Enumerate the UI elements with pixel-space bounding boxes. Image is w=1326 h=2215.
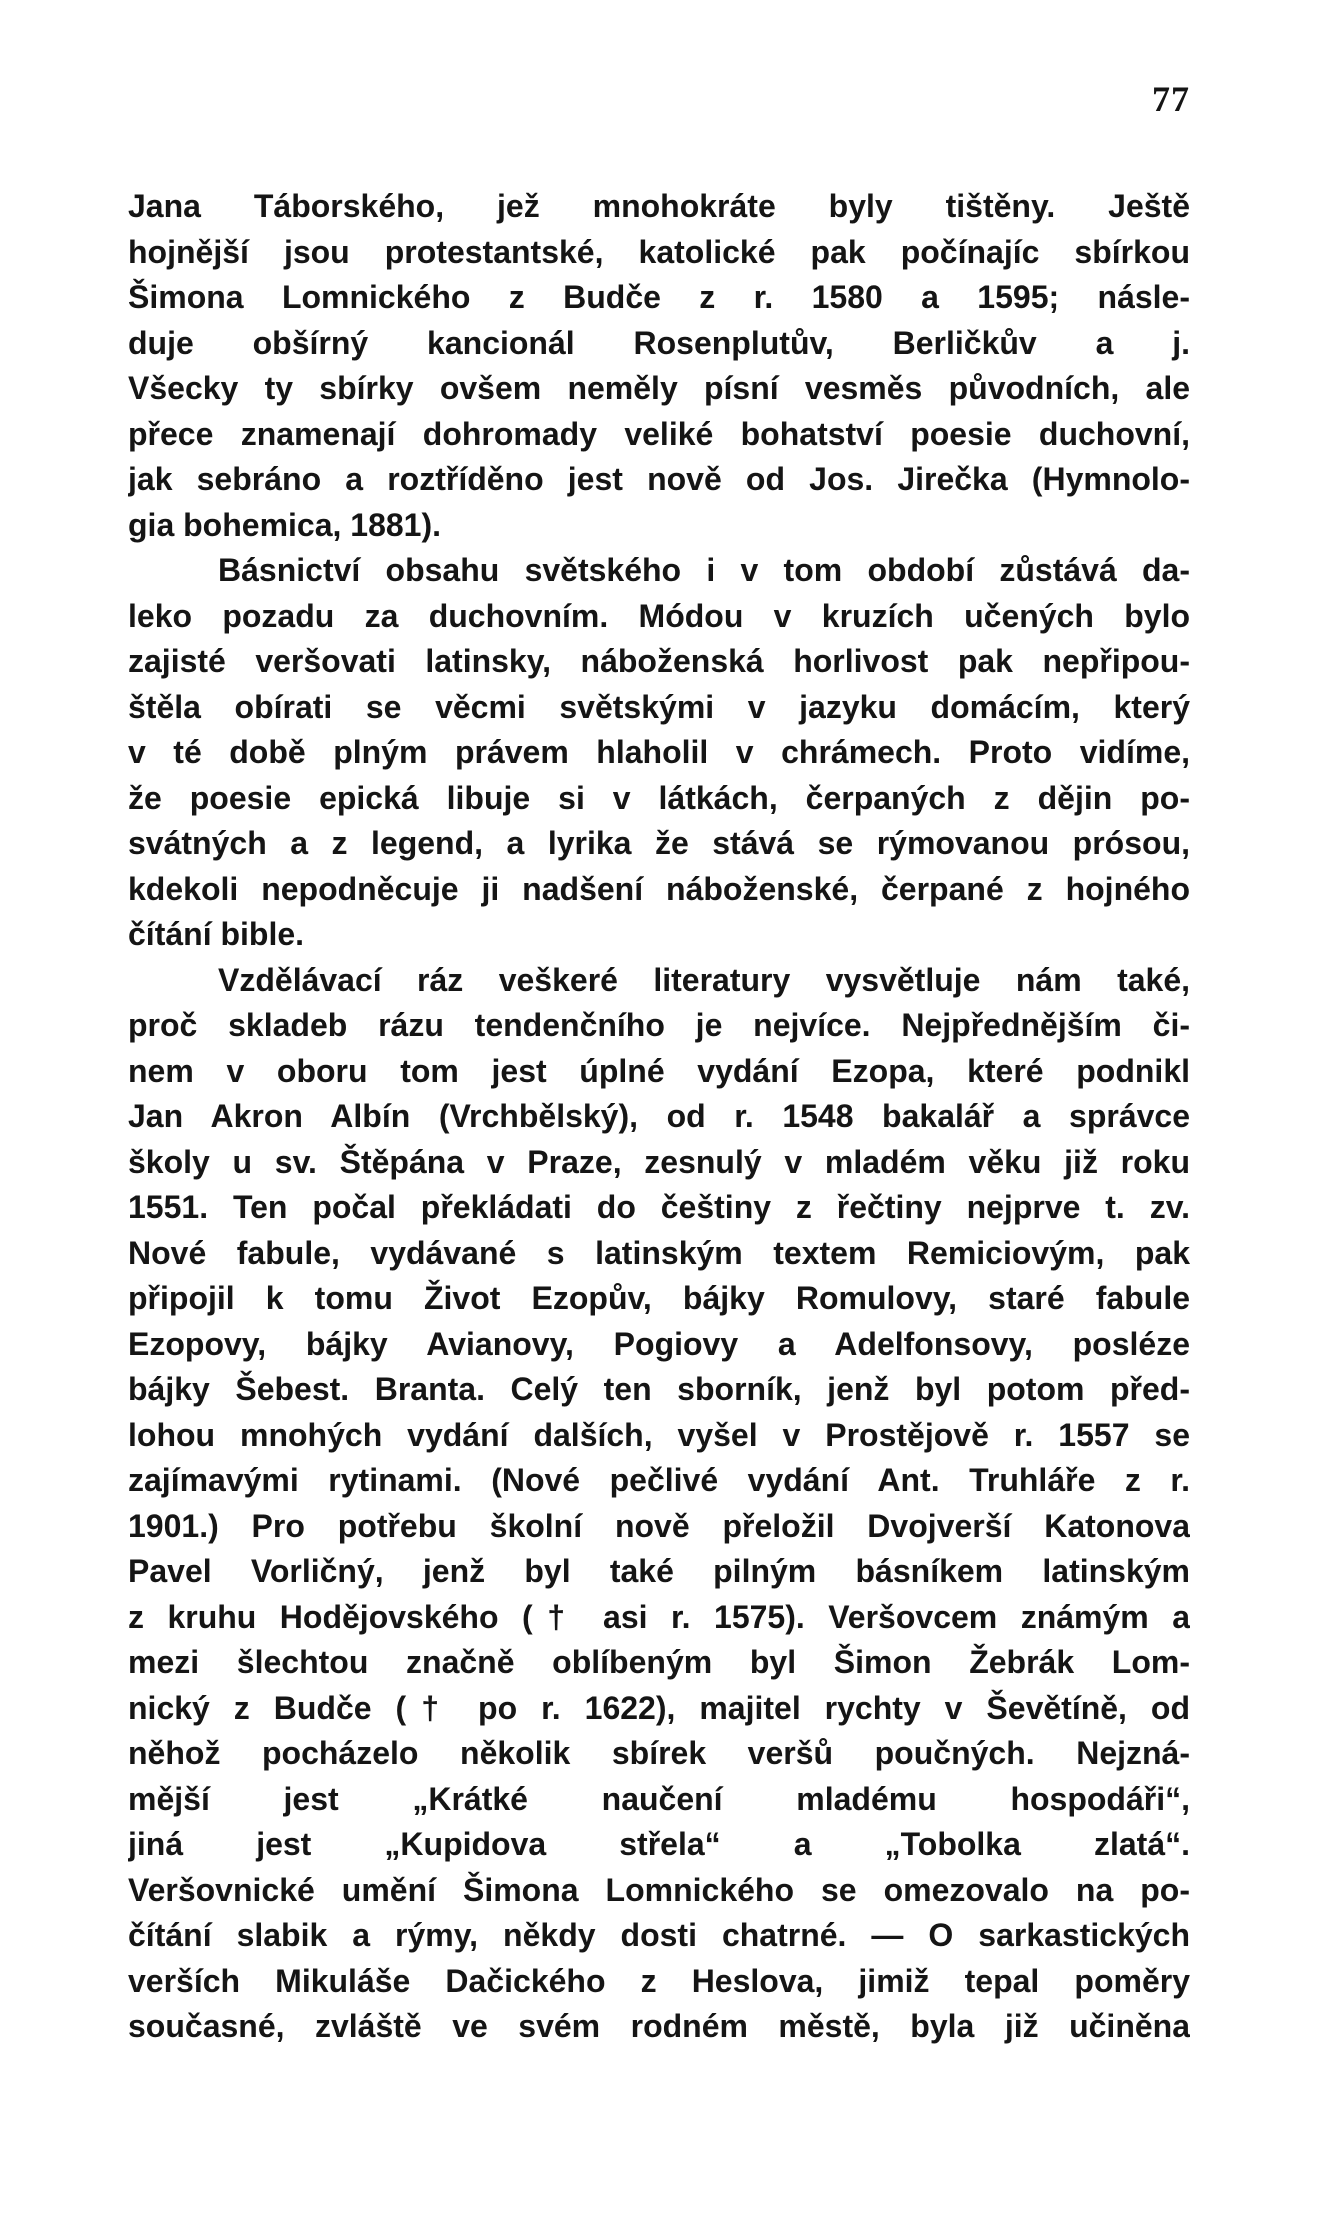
- text-line: nický z Budče († po r. 1622), majitel rychty v Ševětíně, od: [128, 1689, 1190, 1726]
- text-line: školy u sv. Štěpána v Praze, zesnulý v mladém věku již roku: [128, 1143, 1190, 1180]
- paragraph-start-line: Básnictví obsahu světského i v tom období zůstává da-: [218, 552, 1190, 588]
- text-line: gia bohemica, 1881).: [128, 506, 442, 543]
- text-line: současné, zvláště ve svém rodném městě, byla již učiněna: [128, 2008, 1190, 2044]
- text-line: čítání slabik a rýmy, někdy dosti chatrné. — O sarkastických: [128, 1917, 1190, 1953]
- text-line: připojil k tomu Život Ezopův, bájky Romulovy, staré fabule: [128, 1280, 1190, 1316]
- text-line: čítání bible.: [128, 916, 305, 952]
- page-number: 77: [1152, 79, 1190, 119]
- text-line: v té době plným právem hlaholil v chrámech. Proto vidíme,: [128, 734, 1190, 770]
- text-line: přece znamenají dohromady veliké bohatství poesie duchovní,: [128, 415, 1190, 452]
- text-line: 1901.) Pro potřebu školní nově přeložil Dvojverší Katonova: [128, 1507, 1190, 1544]
- text-line: jiná jest „Kupidova střela“ a „Tobolka zlatá“.: [128, 1826, 1190, 1862]
- text-line: proč skladeb rázu tendenčního je nejvíce. Nejpřednějším či-: [128, 1007, 1190, 1043]
- text-line: svátných a z legend, a lyrika že stává se rýmovanou prósou,: [128, 825, 1190, 861]
- text-line: Ezopovy, bájky Avianovy, Pogiovy a Adelfonsovy, posléze: [128, 1325, 1190, 1362]
- text-line: duje obšírný kancionál Rosenplutův, Berličkův a j.: [128, 324, 1190, 361]
- text-line: něhož pocházelo několik sbírek veršů poučných. Nejzná-: [128, 1735, 1190, 1771]
- text-line: mější jest „Krátké naučení mladému hospodáři“,: [128, 1780, 1190, 1817]
- text-line: Všecky ty sbírky ovšem neměly písní vesměs původních, ale: [128, 370, 1190, 406]
- text-line: kdekoli nepodněcuje ji nadšení náboženské, čerpané z hojného: [128, 870, 1190, 907]
- text-line: nem v oboru tom jest úplné vydání Ezopa, které podnikl: [128, 1052, 1190, 1089]
- body-text: [128, 184, 1190, 2050]
- text-line: z kruhu Hodějovského († asi r. 1575). Veršovcem známým a: [128, 1598, 1190, 1635]
- text-line: Nové fabule, vydávané s latinským textem Remiciovým, pak: [128, 1234, 1190, 1271]
- text-line: leko pozadu za duchovním. Módou v kruzích učených bylo: [128, 597, 1190, 634]
- text-line: zajisté veršovati latinsky, náboženská horlivost pak nepřipou-: [128, 643, 1190, 679]
- text-line: zajímavými rytinami. (Nové pečlivé vydání Ant. Truhláře z r.: [128, 1462, 1190, 1498]
- text-line: Veršovnické umění Šimona Lomnického se omezovalo na po-: [128, 1871, 1190, 1908]
- text-line: Pavel Vorličný, jenž byl také pilným básníkem latinským: [128, 1553, 1190, 1589]
- text-line: hojnější jsou protestantské, katolické pak počínajíc sbírkou: [128, 233, 1190, 270]
- text-line: Šimona Lomnického z Budče z r. 1580 a 1595; násle-: [128, 279, 1190, 315]
- text-line: bájky Šebest. Branta. Celý ten sborník, jenž byl potom před-: [128, 1371, 1190, 1407]
- text-line: 1551. Ten počal překládati do češtiny z řečtiny nejprve t. zv.: [128, 1189, 1190, 1225]
- text-line: verších Mikuláše Dačického z Heslova, jimiž tepal poměry: [128, 1962, 1190, 1999]
- text-line: lohou mnohých vydání dalších, vyšel v Prostějově r. 1557 se: [128, 1416, 1190, 1453]
- paragraph-start-line: Vzdělávací ráz veškeré literatury vysvětluje nám také,: [218, 961, 1190, 998]
- text-line: že poesie epická libuje si v látkách, čerpaných z dějin po-: [128, 779, 1190, 816]
- text-line: mezi šlechtou značně oblíbeným byl Šimon Žebrák Lom-: [128, 1644, 1190, 1680]
- text-line: jak sebráno a roztříděno jest nově od Jos. Jirečka (Hymnolo-: [128, 461, 1190, 497]
- text-line: Jan Akron Albín (Vrchbělský), od r. 1548 bakalář a správce: [128, 1098, 1190, 1134]
- text-line: Jana Táborského, jež mnohokráte byly tištěny. Ještě: [128, 188, 1190, 224]
- text-line: štěla obírati se věcmi světskými v jazyku domácím, který: [128, 688, 1190, 725]
